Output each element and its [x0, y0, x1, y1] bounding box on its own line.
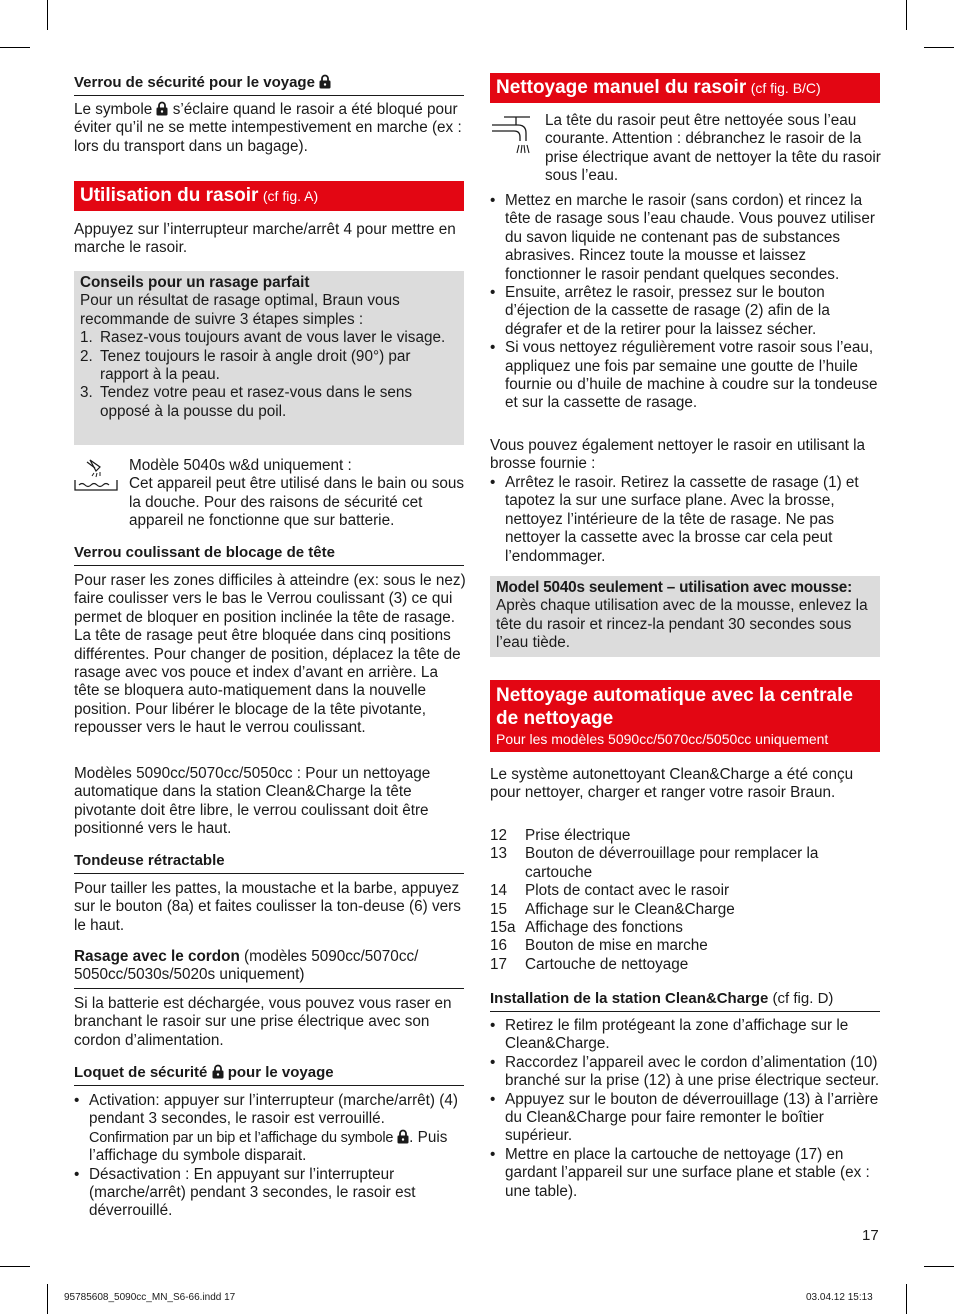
- crop-mark: [924, 1266, 954, 1267]
- heading-installation: [490, 990, 880, 1012]
- paragraph-lock-symbol: [74, 101, 464, 156]
- list-item: 12 Prise électrique: [490, 827, 631, 844]
- figure-reference: (cf fig. B/C): [750, 80, 821, 96]
- list-item: 17 Cartouche de nettoyage: [490, 955, 689, 973]
- list-item: • Activation: appuyer sur l’interrupteur (marche/arrêt) (4) pendant 3 secondes, le rasoir est verrouillé. Confirmation par un bip et l’affichage du symbole . Puis l’affichage du symbole disparait.: [74, 1092, 464, 1166]
- lock-icon: [397, 1129, 409, 1144]
- heading-ref: (cf fig. D): [768, 990, 834, 1007]
- paragraph-verrou-1: Pour raser les zones difficiles à atteindre (ex: sous le nez) faire coulisser vers le bas le Verrou coulissant (3) ce qui permet de bloquer en position inclinée la tête de rasage. La tête de rasage peut être bloquée dans cinq positions différentes. Pour changer de position, déplacez la tête de rasage avec vos pouce et index d’avant en arrière. La tête se bloquera auto-matiquement dans la nouvelle position. Pour libérer le blocage de la tête pivotante, repousser vers le haut le verrou coulissant.: [74, 572, 466, 737]
- section-subtitle: Pour les modèles 5090cc/5070cc/5050cc uniquement: [496, 731, 829, 747]
- heading-bold: Rasage avec le cordon: [74, 948, 240, 965]
- shower-icon: [74, 458, 118, 496]
- crop-mark: [0, 47, 30, 48]
- section-title: Utilisation du rasoir: [80, 185, 259, 206]
- paragraph-brosse: Vous pouvez également nettoyer le rasoir en utilisant la brosse fournie :: [490, 437, 865, 473]
- text: Le symbole: [74, 101, 153, 118]
- heading-verrou-voyage: [74, 74, 464, 96]
- list-item: • Mettre en place la cartouche de nettoyage (17) en gardant l’appareil sur une surface plane et stable (ex : une table).: [490, 1146, 882, 1201]
- figure-reference: (cf fig. A): [262, 188, 319, 204]
- heading-text: Tondeuse rétractable: [74, 852, 225, 869]
- list-item: • Arrêtez le rasoir. Retirez la cassette de rasage (1) et tapotez la sur une surface plane. Avec la brosse, nettoyez l’intérieure de la tête de rasage. Ne pas nettoyer la cassette avec la brosse car cela peut l’endommager.: [490, 474, 882, 566]
- section-header-manuel: [490, 73, 880, 103]
- crop-mark: [924, 47, 954, 48]
- list-item: 15a Affichage des fonctions: [490, 919, 683, 937]
- text: s’éclaire quand le rasoir a été bloqué pour éviter qu’il ne se mette intempestivement en marche (ex : lors du transport dans un bagage).: [74, 101, 462, 155]
- brosse-list: [490, 474, 882, 566]
- paragraph-tondeuse: Pour tailler les pattes, la moustache et la barbe, appuyez sur le bouton (8a) et faites coulisser la ton-deuse (6) vers le haut.: [74, 880, 461, 934]
- list-item: • Mettez en marche le rasoir (sans cordon) et rincez la tête de rasage sous l’eau chaude. Vous pouvez utiliser du savon liquide ne contenant pas de substances abrasives. Rincez toute la mousse et laissez fonctionner le rasoir pendant quelques secondes.: [490, 192, 882, 284]
- wd-title: Modèle 5040s w&d uniquement :: [129, 457, 352, 474]
- footer-timestamp: 03.04.12 15:13: [806, 1292, 873, 1303]
- heading-text: Verrou coulissant de blocage de tête: [74, 544, 335, 561]
- tip-title: Model 5040s seulement – utilisation avec mousse:: [496, 579, 852, 596]
- crop-mark: [906, 0, 907, 30]
- manuel-list: [490, 192, 882, 413]
- heading-text: pour le voyage: [227, 1064, 334, 1081]
- wd-note: [129, 457, 469, 531]
- faucet-icon: [490, 113, 534, 161]
- list-item: • Si vous nettoyez régulièrement votre rasoir sous l’eau, appliquez une fois par semaine une goutte de l’huile fournie ou d’huile de machine à coudre sur la tondeuse et sur la cassette de rasage.: [490, 339, 882, 413]
- heading-text: Verrou de sécurité pour le voyage: [74, 74, 315, 91]
- list-item: 3. Tendez votre peau et rasez-vous dans le sens opposé à la pousse du poil.: [80, 384, 413, 420]
- list-item: • Désactivation : En appuyant sur l’interrupteur (marche/arrêt) pendant 3 secondes, le rasoir est déverrouillé.: [74, 1166, 464, 1221]
- heading-tondeuse: [74, 852, 464, 874]
- crop-mark: [47, 1284, 48, 1314]
- heading-bold: Installation de la station Clean&Charge: [490, 990, 769, 1007]
- parts-list: [490, 827, 882, 974]
- tip-text: Après chaque utilisation avec de la mousse, enlevez la tête du rasoir et rincez-la pendant 30 secondes sous l’eau tiède.: [496, 597, 868, 652]
- list-item: 15 Affichage sur le Clean&Charge: [490, 900, 735, 918]
- tip-steps-list: [80, 329, 458, 421]
- paragraph-utilisation: Appuyez sur l’interrupteur marche/arrêt 4 pour mettre en marche le rasoir.: [74, 221, 456, 257]
- tip-box-mousse: [490, 576, 880, 657]
- heading-text: Loquet de sécurité: [74, 1064, 208, 1081]
- paragraph-verrou-2: Modèles 5090cc/5070cc/5050cc : Pour un nettoyage automatique dans la station Clean&Charge la tête pivotante doit être libre, le verrou coulissant doit être positionné vers le haut.: [74, 765, 431, 838]
- tip-box-conseils: [74, 271, 464, 445]
- section-header-automatique: [490, 680, 880, 752]
- wd-text: Cet appareil peut être utilisé dans le bain ou sous la douche. Pour des raisons de sécurité cet appareil ne fonctionne que sur batterie.: [129, 475, 465, 530]
- page-number: 17: [862, 1227, 879, 1244]
- list-item: • Raccordez l’appareil avec le cordon d’alimentation (10) branché sur la prise (12) à une prise électrique secteur.: [490, 1054, 882, 1091]
- section-title: Nettoyage automatique avec la centrale de nettoyage: [496, 685, 853, 729]
- paragraph-auto: Le système autonettoyant Clean&Charge a été conçu pour nettoyer, charger et ranger votre rasoir Braun.: [490, 766, 854, 802]
- heading-verrou-coulissant: [74, 544, 464, 566]
- list-item: 1. Rasez-vous toujours avant de vous laver le visage.: [80, 329, 446, 347]
- footer-filename: 95785608_5090cc_MN_S6-66.indd 17: [64, 1292, 236, 1303]
- crop-mark: [0, 1266, 30, 1267]
- section-header-utilisation: [74, 181, 464, 211]
- heading-cordon: [74, 948, 464, 989]
- lock-icon: [212, 1064, 224, 1079]
- list-item: • Ensuite, arrêtez le rasoir, pressez sur le bouton d’éjection de la cassette de rasage (2) afin de la dégrafer et de la retirer pour la laissez sécher.: [490, 284, 882, 339]
- lock-icon: [319, 74, 331, 89]
- tip-title: Conseils pour un rasage parfait: [80, 274, 310, 291]
- loquet-list: [74, 1092, 464, 1221]
- list-item: • Appuyez sur le bouton de déverrouillage (13) à l’arrière du Clean&Charge pour faire remonter le boîtier supérieur.: [490, 1091, 882, 1146]
- tip-intro: Pour un résultat de rasage optimal, Braun vous recommande de suivre 3 étapes simples :: [80, 292, 400, 328]
- installation-list: [490, 1017, 882, 1201]
- crop-mark: [906, 1284, 907, 1314]
- lock-icon: [156, 101, 168, 116]
- heading-rest: (modèles 5090cc/5070cc/ 5050cc/5030s/5020s uniquement): [74, 948, 419, 984]
- section-title: Nettoyage manuel du rasoir: [496, 77, 747, 98]
- list-item: 2. Tenez toujours le rasoir à angle droit (90°) par rapport à la peau.: [80, 347, 411, 384]
- list-item: 13 Bouton de déverrouillage pour remplacer la cartouche: [490, 845, 819, 881]
- list-item: 16 Bouton de mise en marche: [490, 937, 708, 955]
- paragraph-cordon: Si la batterie est déchargée, vous pouvez vous raser en branchant le rasoir sur une prise électrique avec son cordon d’alimentation.: [74, 995, 452, 1049]
- crop-mark: [47, 0, 48, 30]
- heading-loquet: [74, 1064, 464, 1086]
- list-item: • Retirez le film protégeant la zone d’affichage sur le Clean&Charge.: [490, 1017, 882, 1054]
- list-item: 14 Plots de contact avec le rasoir: [490, 882, 730, 900]
- paragraph-manuel-intro: La tête du rasoir peut être nettoyée sous l’eau courante. Attention : débranchez le rasoir de la prise électrique avant de nettoyer la tête du rasoir sous l’eau.: [545, 112, 881, 185]
